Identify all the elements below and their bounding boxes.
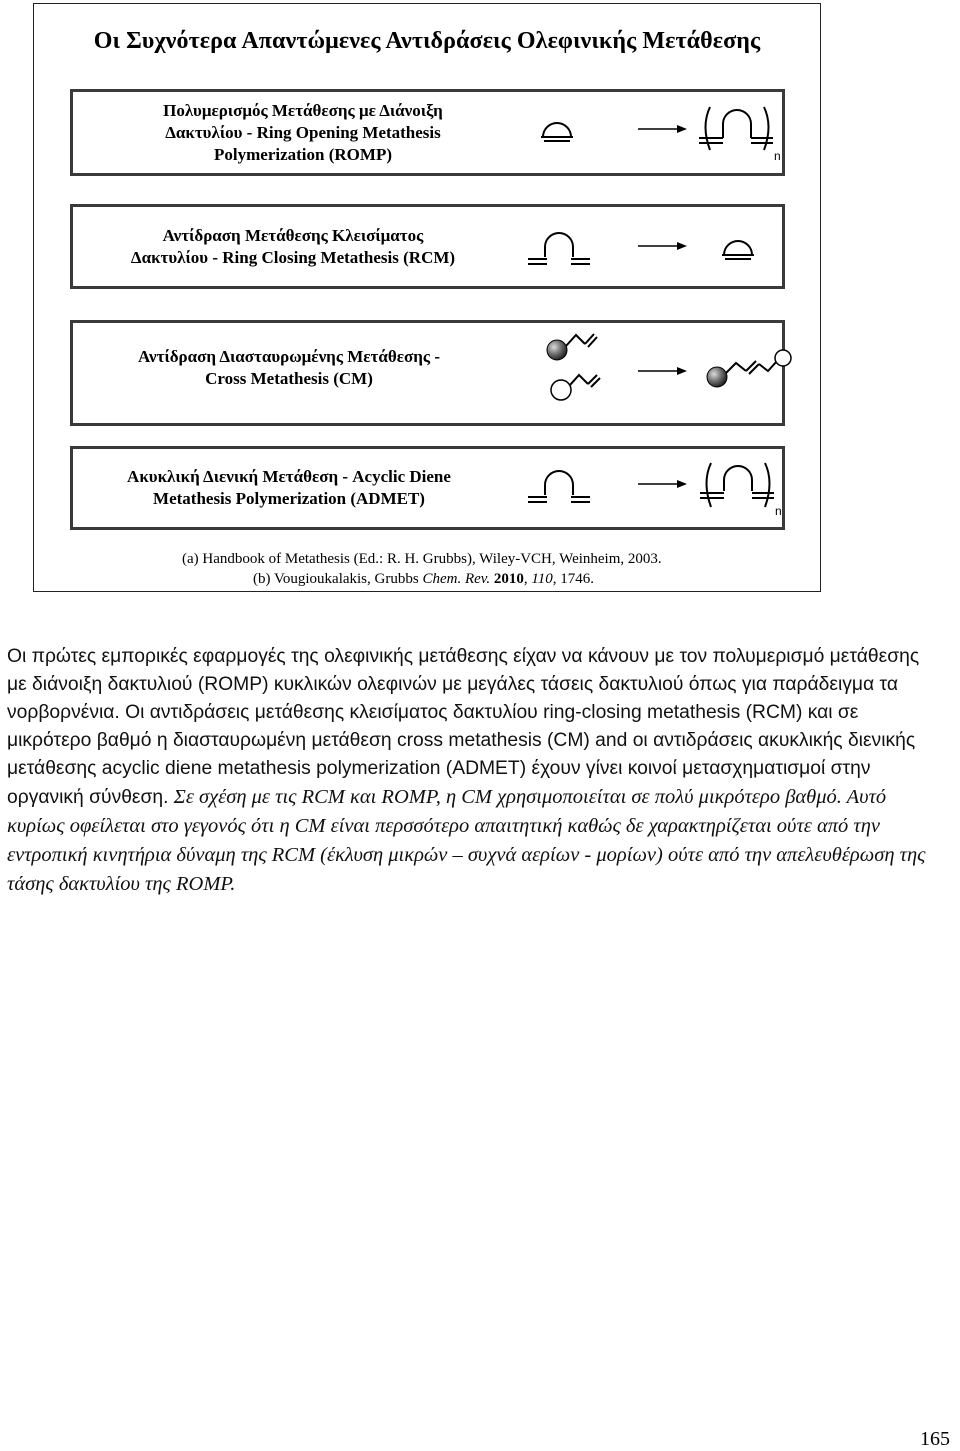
cm-scheme — [73, 323, 788, 429]
page-number: 165 — [920, 1428, 950, 1450]
reaction-box-admet — [70, 446, 785, 530]
subscript-n: n — [774, 149, 781, 163]
body-text-normal: Οι πρώτες εμπορικές εφαρμογές της ολεφινικής μετάθεσης είχαν να κάνουν με τον πολυμερισμό μετάθεσης με διάνοιξη δακτυλιού (ROMP) κυκλικών ολεφινών με μεγάλες τάσεις δακτυλιού όπως για παράδειγμα τα νορβορνένια. Οι αντιδράσεις μετάθεσης κλεισίματος δακτυλίου ring-closing metathesis (RCM) και σε μικρότερο βαθμό η διασταυρωμένη μετάθεση cross metathesis (CM) and οι αντιδράσεις ακυκλικής διενικής μετάθεσης acyclic diene metathesis polymerization (ADMET) έχουν γίνει κοινοί μετασχηματισμοί στην οργανική σύνθεση. — [7, 646, 920, 808]
arrow-icon — [638, 242, 687, 250]
reference-b: (b) Vougioukalakis, Grubbs Chem. Rev. 2010, 110, 1746. — [253, 571, 594, 587]
cyclic-olefin-icon — [541, 123, 573, 141]
diene-icon — [528, 471, 590, 502]
reaction-label-cm: Αντίδραση Διασταυρωμένης Μετάθεσης - Cross Metathesis (CM) — [138, 347, 440, 388]
reaction-label-romp: Πολυμερισμός Μετάθεσης με Διάνοιξη Δακτυλίου - Ring Opening Metathesis Polymerization (ROMP) — [163, 101, 443, 164]
slide-title: Οι Συχνότερα Απαντώμενες Αντιδράσεις Ολεφινικής Μετάθεσης — [93, 28, 761, 54]
reaction-box-rcm — [70, 204, 785, 289]
rcm-scheme — [73, 207, 788, 292]
polymer-icon — [699, 107, 773, 150]
references — [182, 549, 662, 589]
arrow-icon — [638, 480, 687, 488]
olefin-partner-icon — [551, 375, 600, 400]
body-paragraph — [7, 643, 927, 899]
admet-scheme — [73, 449, 788, 533]
romp-scheme — [73, 92, 788, 179]
reaction-box-cm — [70, 320, 785, 426]
arrow-icon — [638, 125, 687, 133]
body-text-italic: Σε σχέση με τις RCM και ROMP, η CM χρησιμοποιείται σε πολύ μικρότερο βαθμό. Αυτό κυρίως οφείλεται στο γεγονός ότι η CM είναι περσσότερο απαιτητική καθώς δε χαρακτηρίζεται ούτε από την εντροπική κινητήρια δύναμη της RCM (έκλυση μικρών – συχνά αερίων - μορίων) ούτε από την απελευθέρωση της τάσης δακτυλίου της ROMP. — [7, 786, 926, 895]
reaction-box-romp — [70, 89, 785, 176]
slide-figure — [33, 3, 821, 592]
polymer-icon — [700, 463, 774, 507]
cross-product-icon — [707, 350, 791, 387]
substituted-olefin-icon — [547, 334, 597, 360]
arrow-icon — [638, 367, 687, 375]
cycloalkene-icon — [722, 241, 754, 259]
reaction-label-admet: Ακυκλική Διενική Μετάθεση - Acyclic Diene Metathesis Polymerization (ADMET) — [127, 467, 451, 508]
reference-a: (a) Handbook of Metathesis (Ed.: R. H. Grubbs), Wiley-VCH, Weinheim, 2003. — [182, 551, 662, 567]
diene-icon — [528, 233, 590, 264]
reaction-label-rcm: Αντίδραση Μετάθεσης Κλεισίματος Δακτυλίου - Ring Closing Metathesis (RCM) — [130, 226, 456, 267]
subscript-n: n — [775, 504, 782, 518]
